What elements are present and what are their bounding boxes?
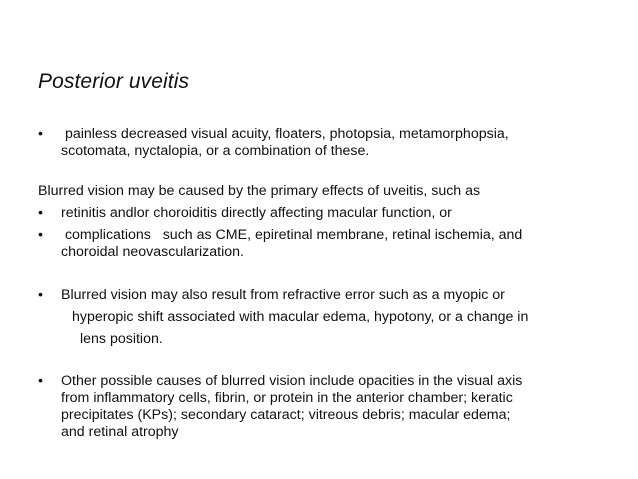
bullet-marker: • bbox=[38, 227, 43, 243]
paragraph-intro: Blurred vision may be caused by the primary effects of uveitis, such as bbox=[38, 183, 481, 199]
bullet-marker: • bbox=[38, 126, 43, 142]
bullet-1-line-1: painless decreased visual acuity, floaters, photopsia, metamorphopsia, bbox=[61, 126, 509, 142]
bullet-marker: • bbox=[38, 205, 43, 221]
bullet-5-line-3: precipitates (KPs); secondary cataract; vitreous debris; macular edema; bbox=[61, 407, 511, 423]
bullet-4-line-1: Blurred vision may also result from refractive error such as a myopic or bbox=[61, 287, 505, 303]
slide-title: Posterior uveitis bbox=[38, 70, 190, 93]
bullet-1-line-2: scotomata, nyctalopia, or a combination of these. bbox=[61, 143, 370, 159]
bullet-marker: • bbox=[38, 373, 43, 389]
bullet-marker: • bbox=[38, 287, 43, 303]
bullet-2-line-1: retinitis andlor choroiditis directly affecting macular function, or bbox=[61, 205, 452, 221]
bullet-5-line-1: Other possible causes of blurred vision include opacities in the visual axis bbox=[61, 373, 523, 389]
bullet-4-line-2: hyperopic shift associated with macular edema, hypotony, or a change in bbox=[72, 309, 529, 325]
bullet-3-line-1: complications such as CME, epiretinal membrane, retinal ischemia, and bbox=[61, 227, 523, 243]
bullet-5-line-2: from inflammatory cells, fibrin, or protein in the anterior chamber; keratic bbox=[61, 390, 513, 406]
bullet-3-line-2: choroidal neovascularization. bbox=[61, 244, 244, 260]
bullet-4-line-3: lens position. bbox=[80, 331, 163, 347]
bullet-5-line-4: and retinal atrophy bbox=[61, 424, 179, 440]
